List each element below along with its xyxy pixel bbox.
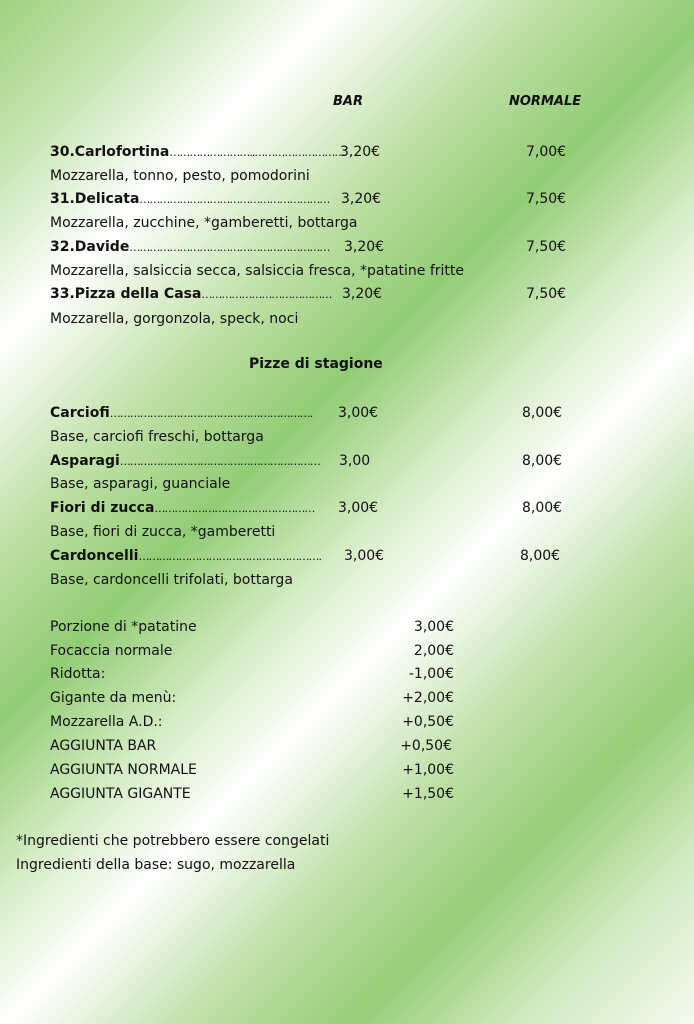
pizza-name: Asparagi [50,453,120,469]
pizza-row [50,237,329,257]
extra-label: Gigante da menù: [50,690,177,706]
leader-dots: ………………………………………… [154,502,315,515]
pizza-normale-price: 8,00€ [520,548,561,564]
extra-label: AGGIUNTA BAR [50,738,157,754]
leader-dots: ………………………………… [201,288,332,301]
pizza-bar-price: 3,00€ [338,500,379,516]
pizza-normale-price: 8,00€ [522,500,563,516]
pizza-bar-price: 3,20€ [342,286,383,302]
column-header-bar: BAR [333,94,363,109]
pizza-name: Carciofi [50,405,110,421]
leader-dots: …………………………………………………… [129,241,330,254]
leader-dots: …………………………………………………… [119,455,320,468]
pizza-description: Mozzarella, zucchine, *gamberetti, bottarga [50,215,358,231]
pizza-bar-price: 3,00 [339,453,371,469]
extra-price: +2,00€ [402,690,454,706]
pizza-name: 32.Davide [50,239,130,255]
leader-dots: ………………………………………………. [138,550,321,563]
extra-label: Mozzarella A.D.: [50,714,163,730]
column-header-normale: NORMALE [509,94,582,109]
pizza-bar-price: 3,20€ [344,239,385,255]
extra-price: +1,50€ [402,786,454,802]
pizza-description: Mozzarella, tonno, pesto, pomodorini [50,168,310,184]
section-title-seasonal: Pizze di stagione [249,356,383,372]
extra-price: 2,00€ [413,643,454,659]
leader-dots: ……………………………………………………. [109,407,313,420]
pizza-normale-price: 7,50€ [526,286,567,302]
extra-price: -1,00€ [408,666,454,682]
pizza-bar-price: 3,20€ [340,144,381,160]
note-base: Ingredienti della base: sugo, mozzarella [16,857,296,873]
leader-dots: ………………………………………………… [139,193,330,206]
pizza-row [50,284,331,304]
leader-dots: ……………………..……………………… [169,146,345,159]
extra-price: +1,00€ [402,762,454,778]
seasonal-row [50,451,320,471]
extra-price: 3,00€ [413,619,454,635]
pizza-bar-price: 3,20€ [341,191,382,207]
pizza-normale-price: 7,00€ [526,144,567,160]
pizza-normale-price: 7,50€ [526,191,567,207]
pizza-normale-price: 8,00€ [522,405,563,421]
pizza-bar-price: 3,00€ [344,548,385,564]
pizza-row [50,142,344,162]
extra-label: Ridotta: [50,666,106,682]
extra-label: Focaccia normale [50,643,173,659]
pizza-description: Base, asparagi, guanciale [50,476,231,492]
pizza-name: Fiori di zucca [50,500,155,516]
pizza-description: Base, fiori di zucca, *gamberetti [50,524,276,540]
pizza-name: Cardoncelli [50,548,139,564]
pizza-row [50,189,329,209]
pizza-description: Mozzarella, gorgonzola, speck, noci [50,311,299,327]
pizza-normale-price: 7,50€ [526,239,567,255]
extra-price: +0,50€ [400,738,452,754]
pizza-description: Base, carciofi freschi, bottarga [50,429,264,445]
pizza-name: 30.Carlofortina [50,144,170,160]
extra-label: AGGIUNTA NORMALE [50,762,197,778]
seasonal-row [50,498,314,518]
note-frozen: *Ingredienti che potrebbero essere congelati [16,833,330,849]
extra-label: Porzione di *patatine [50,619,197,635]
pizza-bar-price: 3,00€ [338,405,379,421]
pizza-name: 31.Delicata [50,191,140,207]
extra-price: +0,50€ [402,714,454,730]
pizza-name: 33.Pizza della Casa [50,286,202,302]
seasonal-row [50,546,321,566]
extra-label: AGGIUNTA GIGANTE [50,786,191,802]
pizza-description: Base, cardoncelli trifolati, bottarga [50,572,293,588]
pizza-description: Mozzarella, salsiccia secca, salsiccia fresca, *patatine fritte [50,263,465,279]
seasonal-row [50,403,312,423]
pizza-normale-price: 8,00€ [522,453,563,469]
